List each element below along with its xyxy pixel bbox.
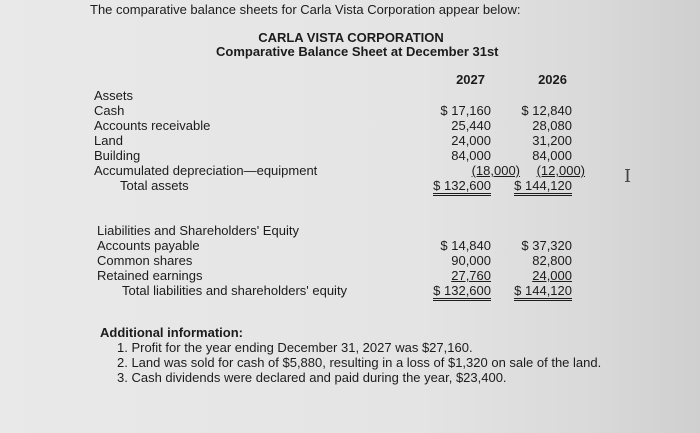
liab-retained-2026: 24,000 — [532, 268, 572, 283]
asset-label-accum-depr: Accumulated depreciation—equipment — [94, 163, 318, 178]
liab-label-retained: Retained earnings — [97, 268, 203, 283]
total-liab-label: Total liabilities and shareholders' equity — [122, 283, 348, 298]
additional-info-heading: Additional information: — [100, 325, 243, 340]
intro-text: The comparative balance sheets for Carla Vista Corporation appear below: — [90, 2, 521, 17]
asset-receivable-2027: 25,440 — [451, 118, 491, 133]
liab-payable-2027: $ 14,840 — [440, 238, 491, 253]
asset-accum-depr-2027: (18,000) — [471, 163, 520, 178]
asset-land-2027: 24,000 — [451, 133, 491, 148]
asset-building-2027: 84,000 — [451, 148, 491, 163]
asset-cash-2027: $ 17,160 — [440, 103, 491, 118]
asset-cash-2026: $ 12,840 — [521, 103, 572, 118]
liab-common-2026: 82,800 — [532, 253, 572, 268]
liab-retained-2027: 27,760 — [451, 268, 491, 283]
text-cursor-icon: I — [624, 166, 632, 187]
note-2: 2. Land was sold for cash of $5,880, resulting in a loss of $1,320 on sale of the land. — [117, 355, 602, 370]
asset-land-2026: 31,200 — [532, 133, 572, 148]
asset-label-land: Land — [94, 133, 123, 148]
liab-common-2027: 90,000 — [451, 253, 491, 268]
total-assets-label: Total assets — [120, 178, 189, 193]
statement-title: Comparative Balance Sheet at December 31st — [216, 44, 499, 59]
asset-receivable-2026: 28,080 — [532, 118, 572, 133]
liab-label-payable: Accounts payable — [97, 238, 200, 253]
asset-accum-depr-2026: (12,000) — [536, 163, 585, 178]
total-liab-2026: $ 144,120 — [514, 283, 572, 301]
asset-label-building: Building — [94, 148, 141, 163]
company-name: CARLA VISTA CORPORATION — [258, 30, 444, 45]
total-assets-2026: $ 144,120 — [514, 178, 572, 196]
asset-label-cash: Cash — [94, 103, 125, 118]
asset-building-2026: 84,000 — [532, 148, 572, 163]
year-2027-header: 2027 — [456, 72, 485, 87]
total-assets-2027: $ 132,600 — [433, 178, 491, 196]
year-2026-header: 2026 — [538, 72, 567, 87]
note-1: 1. Profit for the year ending December 31, 2027 was $27,160. — [117, 340, 473, 355]
liab-payable-2026: $ 37,320 — [521, 238, 572, 253]
liabilities-heading: Liabilities and Shareholders' Equity — [97, 223, 299, 238]
total-liab-2027: $ 132,600 — [433, 283, 491, 301]
note-3: 3. Cash dividends were declared and paid during the year, $23,400. — [117, 370, 507, 385]
asset-label-receivable: Accounts receivable — [94, 118, 211, 133]
liab-label-common: Common shares — [97, 253, 193, 268]
assets-heading: Assets — [94, 88, 134, 103]
